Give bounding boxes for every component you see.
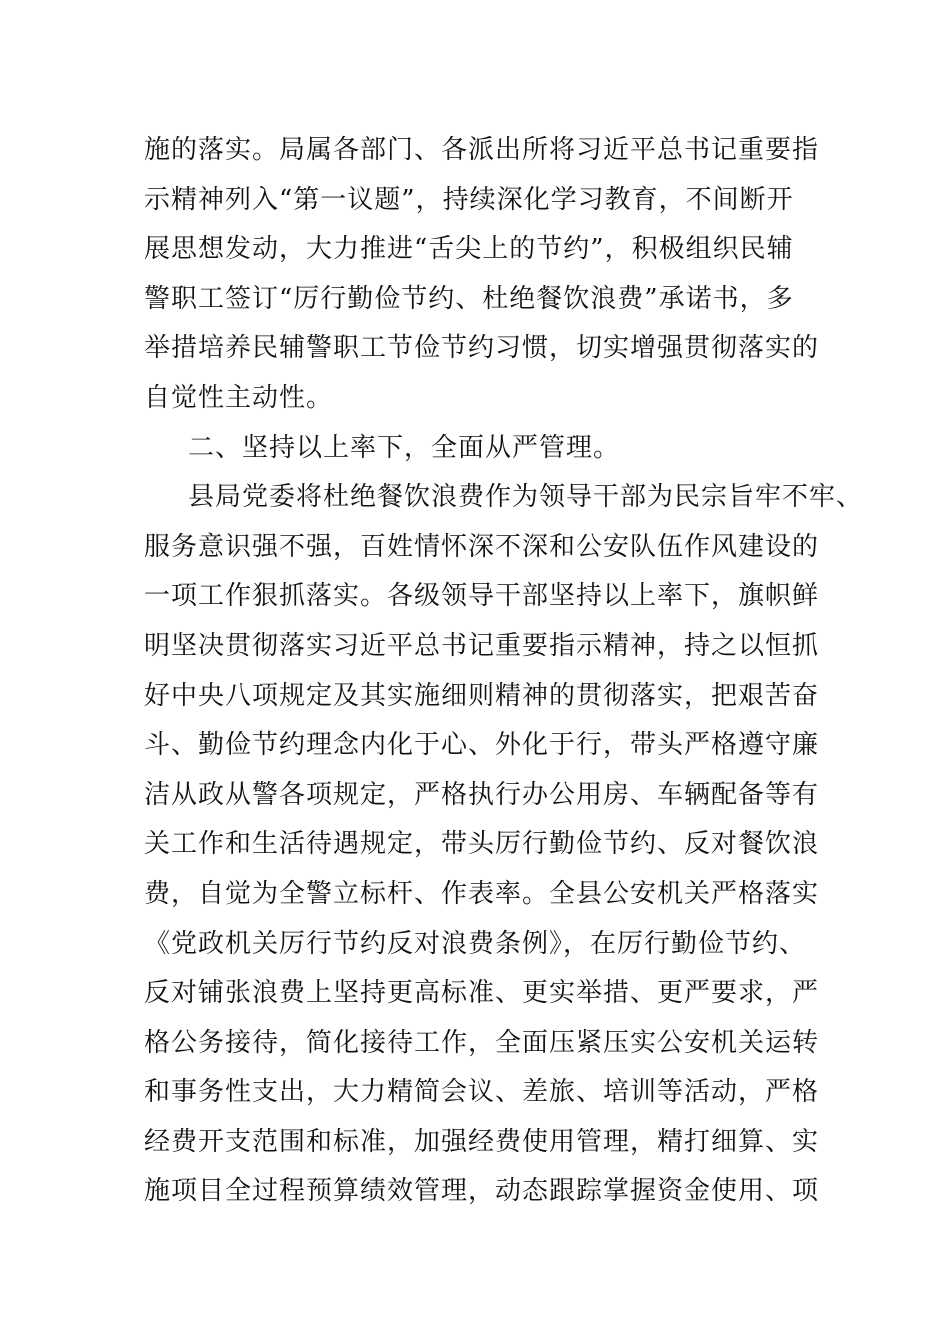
text-line-2: 示精神列入“第一议题”，持续深化学习教育，不间断开 bbox=[144, 184, 794, 215]
text-line-4: 警职工签订“厉行勤俭节约、杜绝餐饮浪费”承诺书，多 bbox=[144, 283, 794, 314]
text-line-8: 县局党委将杜绝餐饮浪费作为领导干部为民宗旨牢不牢、 bbox=[188, 482, 864, 513]
text-line-15: 关工作和生活待遇规定，带头厉行勤俭节约、反对餐饮浪 bbox=[144, 829, 820, 860]
section-heading: 二、坚持以上率下，全面从严管理。 bbox=[188, 432, 621, 463]
text-line-10: 一项工作狠抓落实。各级领导干部坚持以上率下，旗帜鲜 bbox=[144, 581, 820, 612]
text-line-18: 反对铺张浪费上坚持更高标准、更实举措、更严要求，严 bbox=[144, 978, 820, 1009]
text-line-20: 和事务性支出，大力精简会议、差旅、培训等活动，严格 bbox=[144, 1077, 820, 1108]
text-line-5: 举措培养民辅警职工节俭节约习惯，切实增强贯彻落实的 bbox=[144, 333, 820, 364]
text-line-13: 斗、勤俭节约理念内化于心、外化于行，带头严格遵守廉 bbox=[144, 730, 820, 761]
text-line-11: 明坚决贯彻落实习近平总书记重要指示精神，持之以恒抓 bbox=[144, 630, 820, 661]
text-line-3: 展思想发动，大力推进“舌尖上的节约”，积极组织民辅 bbox=[144, 234, 794, 265]
text-line-1: 施的落实。局属各部门、各派出所将习近平总书记重要指 bbox=[144, 135, 820, 165]
text-line-17: 《党政机关厉行节约反对浪费条例》，在厉行勤俭节约、 bbox=[144, 928, 807, 959]
text-line-16: 费，自觉为全警立标杆、作表率。全县公安机关严格落实 bbox=[144, 878, 820, 909]
text-line-6: 自觉性主动性。 bbox=[144, 382, 334, 413]
text-line-22: 施项目全过程预算绩效管理，动态跟踪掌握资金使用、项 bbox=[144, 1176, 820, 1207]
text-line-12: 好中央八项规定及其实施细则精神的贯彻落实，把艰苦奋 bbox=[144, 680, 820, 711]
text-line-14: 洁从政从警各项规定，严格执行办公用房、车辆配备等有 bbox=[144, 779, 820, 810]
document-body bbox=[144, 126, 864, 1217]
text-line-21: 经费开支范围和标准，加强经费使用管理，精打细算、实 bbox=[144, 1126, 820, 1157]
text-line-9: 服务意识强不强，百姓情怀深不深和公安队伍作风建设的 bbox=[144, 531, 820, 562]
text-line-19: 格公务接待，简化接待工作，全面压紧压实公安机关运转 bbox=[144, 1027, 820, 1058]
